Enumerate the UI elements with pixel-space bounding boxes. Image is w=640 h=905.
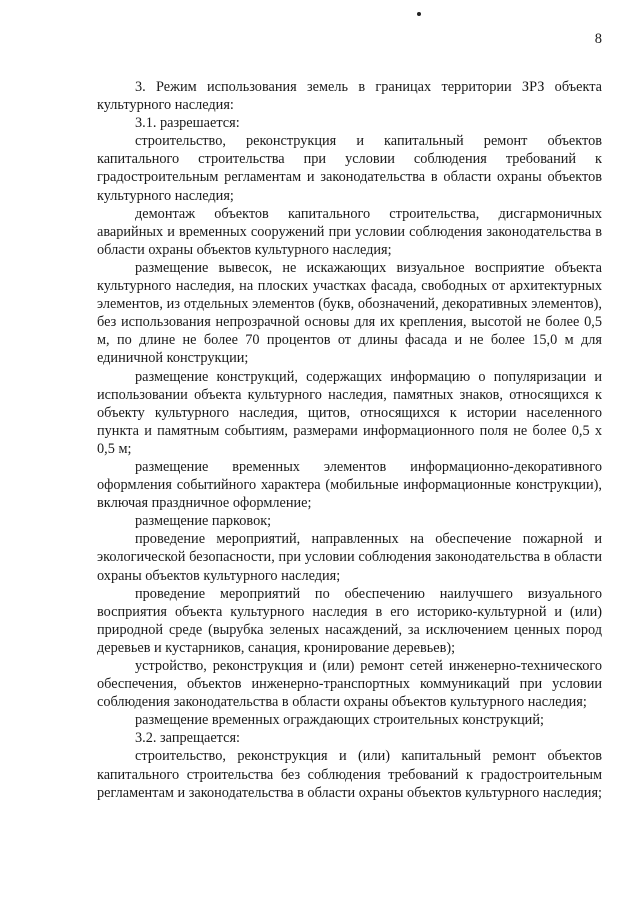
subsection-heading-prohibited: 3.2. запрещается: [135, 730, 240, 747]
scan-mark [417, 12, 421, 16]
list-item: размещение временных ограждающих строительных конструкций; [135, 712, 544, 729]
page-number: 8 [594, 31, 602, 47]
list-item: размещение парковок; [135, 513, 272, 530]
list-item: размещение конструкций, содержащих информацию о популяризации и использовании объекта культурного наследия, памятных знаков, относящихся к объекту культурного наследия, щитов, относящихся к истории населенного пункта и памятным событиям, размерами информационного поля не более 0,5 х 0,5 м; [97, 368, 602, 457]
list-item: размещение вывесок, не искажающих визуальное восприятие объекта культурного наследия, на плоских участках фасада, свободных от архитектурных элементов, из отдельных элементов (букв, обозначений, декоративных элементов), без использования непрозрачной основы для их крепления, высотой не более 0,5 м, по длине не более 70 процентов от длины фасада и не более 15,0 м для единичной конструкции; [97, 259, 602, 367]
list-item: устройство, реконструкция и (или) ремонт сетей инженерно-технического обеспечения, объектов инженерно-транспортных коммуникаций при условии соблюдения законодательства в области охраны объектов культурного наследия; [97, 658, 602, 711]
list-item: проведение мероприятий, направленных на обеспечение пожарной и экологической безопасности, при условии соблюдения законодательства в области охраны объектов культурного наследия; [97, 531, 602, 584]
list-item: проведение мероприятий по обеспечению наилучшего визуального восприятия объекта культурного наследия в его историко-культурной и (или) природной среде (вырубка зеленых насаждений, за исключением ценных пород деревьев и кустарников, санация, кронирование деревьев); [97, 585, 602, 656]
list-item: демонтаж объектов капитального строительства, дисгармоничных аварийных и временных сооружений при условии соблюдения законодательства в области охраны объектов культурного наследия; [97, 205, 602, 258]
section-heading: 3. Режим использования земель в границах территории ЗРЗ объекта культурного наследия: [97, 79, 602, 114]
list-item: строительство, реконструкция и (или) капитальный ремонт объектов капитального строительства без соблюдения требований к градостроительным регламентам и законодательства в области охраны объектов культурного наследия; [97, 748, 603, 801]
list-item: строительство, реконструкция и капитальный ремонт объектов капитального строительства при условии соблюдения требований к градостроительным регламентам и законодательства в области охраны объектов культурного наследия; [97, 133, 602, 204]
subsection-heading-allowed: 3.1. разрешается: [135, 115, 240, 132]
document-body [97, 78, 602, 802]
list-item: размещение временных элементов информационно-декоративного оформления событийного характера (мобильные информационные конструкции), включая праздничное оформление; [97, 458, 602, 512]
